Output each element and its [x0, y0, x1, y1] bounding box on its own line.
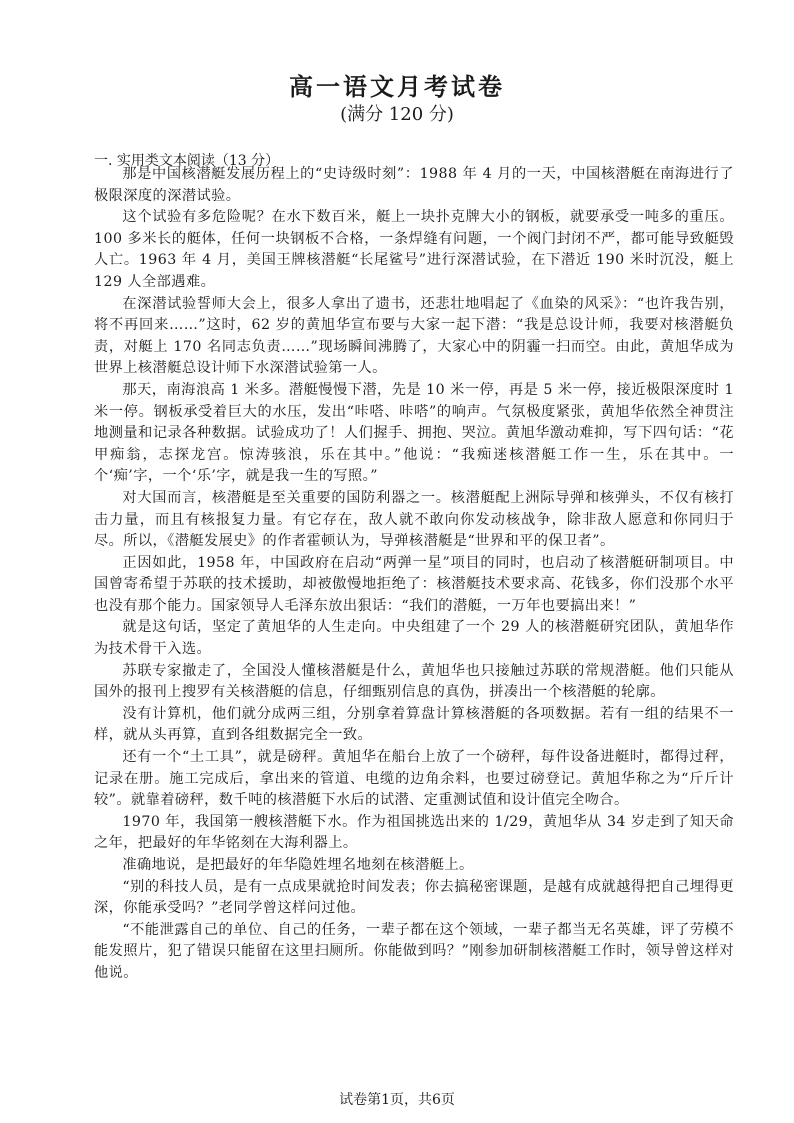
page-footer: 试卷第1页，共6页 [339, 1092, 455, 1108]
page-title: 高一语文月考试卷 [289, 72, 505, 101]
passage-paragraph: 那是中国核潜艇发展历程上的“史诗级时刻”：1988 年 4 月的一天，中国核潜艇在南海进行了极限深度的深潜试验。 [94, 166, 734, 204]
passage-paragraph: 苏联专家撤走了，全国没人懂核潜艇是什么，黄旭华也只接触过苏联的常规潜艇。他们只能从国外的报刊上搜罗有关核潜艇的信息，仔细甄别信息的真伪，拼凑出一个核潜艇的轮廓。 [94, 662, 734, 701]
passage-paragraph: 那天，南海浪高 1 米多。潜艇慢慢下潜，先是 10 米一停，再是 5 米一停，接近极限深度时 1 米一停。钢板承受着巨大的水压，发出“咔嗒、咔嗒”的响声。气氛极度紧张，黄旭华依然全神贯注地测量和记录各种数据。试验成功了！人们握手、拥抱、哭泣。黄旭华激动难抑，写下四句话：“花甲痴翁，志探龙宫。惊涛骇浪，乐在其中。”他说：“我痴迷核潜艇工作一生，乐在其中。一个‘痴’字，一个‘乐’字，就是我一生的写照。” [94, 381, 734, 485]
passage-paragraph: 对大国而言，核潜艇是至关重要的国防利器之一。核潜艇配上洲际导弹和核弹头，不仅有核打击力量，而且有核报复力量。有它存在，敌人就不敢向你发动核战争，除非敌人愿意和你同归于尽。所以，《潜艇发展史》的作者霍顿认为，导弹核潜艇是“世界和平的保卫者”。 [94, 489, 734, 550]
passage-paragraph: 在深潜试验誓师大会上，很多人拿出了遗书，还悲壮地唱起了《血染的风采》：“也许我告别，将不再回来……”这时，62 岁的黄旭华宣布要与大家一起下潜：“我是总设计师，我要对核潜艇负责，对艇上 170 名同志负责……”现场瞬间沸腾了，大家心中的阴霾一扫而空。由此，黄旭华成为世界上核潜艇总设计师下水深潜试验第一人。 [94, 295, 734, 377]
passage-paragraph: “不能泄露自己的单位、自己的任务，一辈子都在这个领域，一辈子都当无名英雄，评了劳模不能发照片，犯了错误只能留在这里扫厕所。你能做到吗？”刚参加研制核潜艇工作时，领导曾这样对他说。 [94, 921, 734, 981]
passage-paragraph: 还有一个“土工具”，就是磅秤。黄旭华在船台上放了一个磅秤，每件设备进艇时，都得过秤，记录在册。施工完成后，拿出来的管道、电缆的边角余料，也要过磅登记。黄旭华称之为“斤斤计较”。就靠着磅秤，数千吨的核潜艇下水后的试潜、定重测试值和设计值完全吻合。 [94, 749, 734, 809]
passage-paragraph: 正因如此，1958 年，中国政府在启动“两弹一星”项目的同时，也启动了核潜艇研制项目。中国曾寄希望于苏联的技术援助，却被傲慢地拒绝了：核潜艇技术要求高、花钱多，你们没那个水平也没有那个能力。国家领导人毛泽东放出狠话：“我们的潜艇，一万年也要搞出来！” [94, 554, 734, 614]
passage-paragraph: 这个试验有多危险呢？在水下数百米，艇上一块扑克牌大小的钢板，就要承受一吨多的重压。100 多米长的艇体，任何一块钢板不合格，一条焊缝有问题，一个阀门封闭不严，都可能导致艇毁人亡。1963 年 4 月，美国王牌核潜艇“长尾鲨号”进行深潜试验，在下潜近 190 米时沉没，艇上 129 人全部遇难。 [94, 209, 734, 290]
section-heading: 一. 实用类文本阅读（13 分） [94, 153, 280, 169]
passage-paragraph: 1970 年，我国第一艘核潜艇下水。作为祖国挑选出来的 1/29，黄旭华从 34 岁走到了知天命之年，把最好的年华铭刻在大海利器上。 [94, 813, 734, 852]
page-subtitle: (满分 120 分) [340, 104, 454, 125]
passage-paragraph: 准确地说，是把最好的年华隐姓埋名地刻在核潜艇上。 [122, 857, 474, 873]
passage-paragraph: “别的科技人员，是有一点成果就抢时间发表；你去搞秘密课题，是越有成就越得把自己埋得更深，你能承受吗？”老同学曾这样问过他。 [94, 878, 734, 917]
passage-paragraph: 就是这句话，坚定了黄旭华的人生走向。中央组建了一个 29 人的核潜艇研究团队，黄旭华作为技术骨干入选。 [94, 619, 734, 658]
passage-paragraph: 没有计算机，他们就分成两三组，分别拿着算盘计算核潜艇的各项数据。若有一组的结果不一样，就从头再算，直到各组数据完全一致。 [94, 705, 734, 744]
reading-passage [94, 164, 734, 985]
